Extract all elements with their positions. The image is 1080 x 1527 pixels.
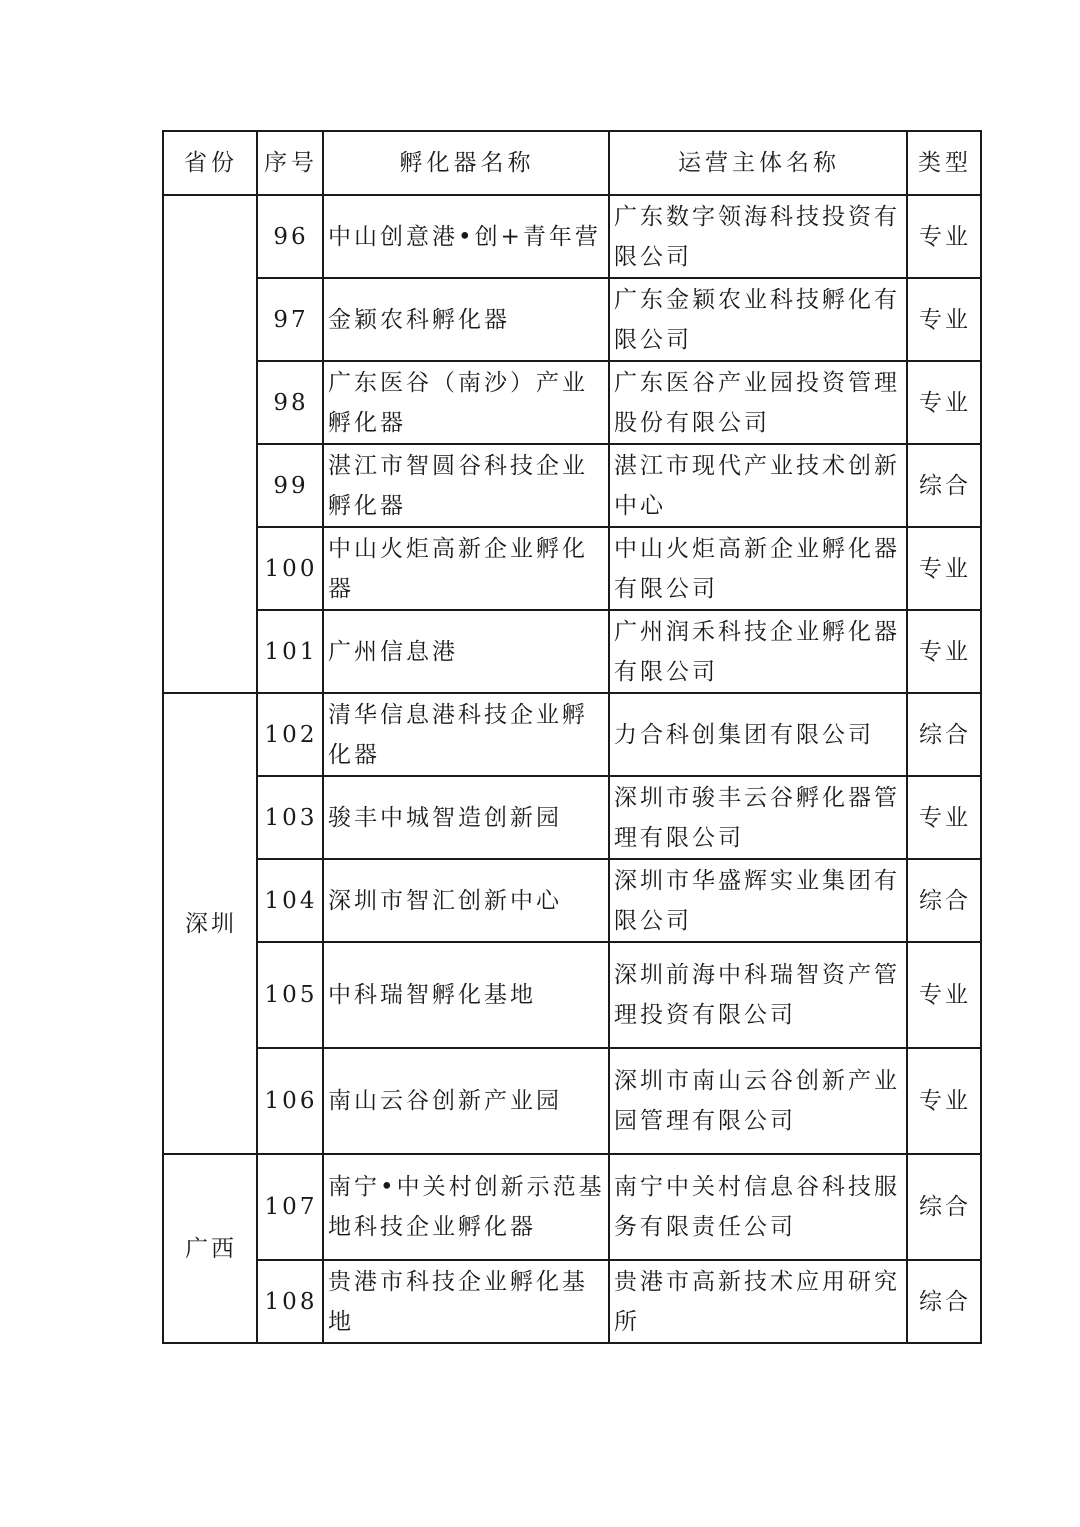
incubator-table <box>162 130 982 1344</box>
incubator-name-cell: 贵港市科技企业孵化基地 <box>323 1260 609 1343</box>
type-cell: 专业 <box>907 195 981 278</box>
number-cell: 103 <box>257 776 323 859</box>
table-row <box>163 776 981 859</box>
incubator-name-cell: 清华信息港科技企业孵化器 <box>323 693 609 776</box>
header-type: 类型 <box>907 131 981 195</box>
incubator-name-cell: 南山云谷创新产业园 <box>323 1048 609 1154</box>
type-cell: 专业 <box>907 942 981 1048</box>
table-row <box>163 527 981 610</box>
incubator-name-cell: 中山火炬高新企业孵化器 <box>323 527 609 610</box>
province-cell: 深圳 <box>163 693 257 1154</box>
number-cell: 96 <box>257 195 323 278</box>
number-cell: 99 <box>257 444 323 527</box>
type-cell: 综合 <box>907 859 981 942</box>
operator-name-cell: 深圳前海中科瑞智资产管理投资有限公司 <box>609 942 907 1048</box>
header-province: 省份 <box>163 131 257 195</box>
table-row <box>163 444 981 527</box>
incubator-name-cell: 湛江市智圆谷科技企业孵化器 <box>323 444 609 527</box>
table-row <box>163 1048 981 1154</box>
operator-name-cell: 湛江市现代产业技术创新中心 <box>609 444 907 527</box>
number-cell: 106 <box>257 1048 323 1154</box>
number-cell: 102 <box>257 693 323 776</box>
number-cell: 98 <box>257 361 323 444</box>
table-row <box>163 859 981 942</box>
operator-name-cell: 南宁中关村信息谷科技服务有限责任公司 <box>609 1154 907 1260</box>
type-cell: 综合 <box>907 1154 981 1260</box>
table-row <box>163 278 981 361</box>
type-cell: 专业 <box>907 610 981 693</box>
incubator-name-cell: 广东医谷（南沙）产业孵化器 <box>323 361 609 444</box>
table-row <box>163 942 981 1048</box>
table-row <box>163 1154 981 1260</box>
operator-name-cell: 贵港市高新技术应用研究所 <box>609 1260 907 1343</box>
incubator-name-cell: 广州信息港 <box>323 610 609 693</box>
table-row <box>163 1260 981 1343</box>
operator-name-cell: 中山火炬高新企业孵化器有限公司 <box>609 527 907 610</box>
number-cell: 104 <box>257 859 323 942</box>
type-cell: 综合 <box>907 1260 981 1343</box>
type-cell: 专业 <box>907 776 981 859</box>
province-cell <box>163 195 257 693</box>
header-incubator-name: 孵化器名称 <box>323 131 609 195</box>
incubator-name-cell: 深圳市智汇创新中心 <box>323 859 609 942</box>
operator-name-cell: 力合科创集团有限公司 <box>609 693 907 776</box>
incubator-name-cell: 中山创意港•创+青年营 <box>323 195 609 278</box>
type-cell: 综合 <box>907 693 981 776</box>
header-number: 序号 <box>257 131 323 195</box>
type-cell: 专业 <box>907 527 981 610</box>
number-cell: 108 <box>257 1260 323 1343</box>
table-row <box>163 361 981 444</box>
header-operator-name: 运营主体名称 <box>609 131 907 195</box>
incubator-name-cell: 南宁•中关村创新示范基地科技企业孵化器 <box>323 1154 609 1260</box>
number-cell: 100 <box>257 527 323 610</box>
operator-name-cell: 深圳市南山云谷创新产业园管理有限公司 <box>609 1048 907 1154</box>
type-cell: 综合 <box>907 444 981 527</box>
operator-name-cell: 广州润禾科技企业孵化器有限公司 <box>609 610 907 693</box>
type-cell: 专业 <box>907 1048 981 1154</box>
number-cell: 107 <box>257 1154 323 1260</box>
number-cell: 97 <box>257 278 323 361</box>
table-row <box>163 610 981 693</box>
operator-name-cell: 深圳市华盛辉实业集团有限公司 <box>609 859 907 942</box>
type-cell: 专业 <box>907 278 981 361</box>
table-row <box>163 195 981 278</box>
incubator-name-cell: 骏丰中城智造创新园 <box>323 776 609 859</box>
operator-name-cell: 深圳市骏丰云谷孵化器管理有限公司 <box>609 776 907 859</box>
number-cell: 105 <box>257 942 323 1048</box>
table-header-row <box>163 131 981 195</box>
incubator-name-cell: 金颖农科孵化器 <box>323 278 609 361</box>
number-cell: 101 <box>257 610 323 693</box>
table-row <box>163 693 981 776</box>
province-cell: 广西 <box>163 1154 257 1343</box>
operator-name-cell: 广东数字领海科技投资有限公司 <box>609 195 907 278</box>
type-cell: 专业 <box>907 361 981 444</box>
operator-name-cell: 广东金颖农业科技孵化有限公司 <box>609 278 907 361</box>
operator-name-cell: 广东医谷产业园投资管理股份有限公司 <box>609 361 907 444</box>
incubator-name-cell: 中科瑞智孵化基地 <box>323 942 609 1048</box>
